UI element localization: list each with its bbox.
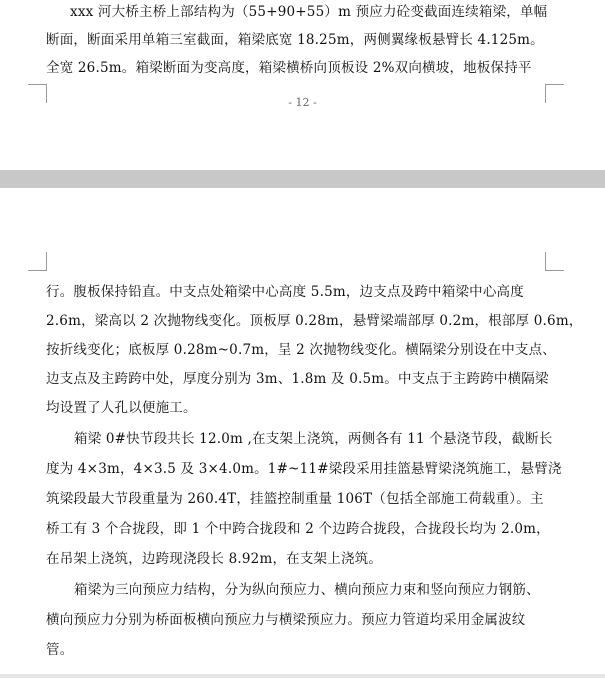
page-gap [0, 170, 605, 188]
paragraph-line: 箱梁为三向预应力结构，分为纵向预应力、横向预应力束和竖向预应力钢筋、 [74, 582, 540, 598]
paragraph-line: 桥工有 3 个合拢段，即 1 个中跨合拢段和 2 个边跨合拢段，合拢段长均为 2.0m， [46, 521, 550, 537]
crop-mark-top-right [545, 252, 564, 271]
paragraph-line: 边支点及主跨跨中处，厚度分别为 3m、1.8m 及 0.5m。中支点于主跨跨中横隔梁 [46, 371, 549, 387]
paragraph-line: xxx 河大桥主桥上部结构为（55+90+55）m 预应力砼变截面连续箱梁，单幅 [70, 4, 548, 20]
paragraph-line: 断面，断面采用单箱三室截面，箱梁底宽 18.25m，两侧翼缘板悬臂长 4.125m。 [46, 32, 544, 48]
paragraph-line: 度为 4×3m，4×3.5 及 3×4.0m。1#~11#梁段采用挂篮悬臂梁浇筑施工，悬臂浇 [46, 461, 562, 477]
paragraph-line: 均设置了人孔以便施工。 [46, 400, 197, 416]
paragraph-line: 行。腹板保持铅直。中支点处箱梁中心高度 5.5m，边支点及跨中箱梁中心高度 [46, 284, 524, 300]
paragraph-line: 箱梁 0#快节段共长 12.0m ,在支架上浇筑，两侧各有 11 个悬浇节段，截断长 [74, 431, 553, 447]
page-bottom-edge [0, 674, 605, 678]
paragraph-line: 筑梁段最大节段重量为 260.4T，挂篮控制重量 106T（包括全部施工荷载重）。主 [46, 491, 544, 507]
paragraph-line: 按折线变化；底板厚 0.28m~0.7m，呈 2 次抛物线变化。横隔梁分别设在中支点、 [46, 342, 557, 358]
document-page-12 [0, 0, 605, 170]
paragraph-line: 全宽 26.5m。箱梁断面为变高度，箱梁横桥向顶板设 2%双向横坡，地板保持平 [46, 60, 532, 76]
crop-mark-top-left [28, 252, 47, 271]
paragraph-line: 横向预应力分别为桥面板横向预应力与横梁预应力。预应力管道均采用金属波纹 [46, 612, 526, 628]
paragraph-line: 管。 [46, 642, 74, 658]
paragraph-line: 在吊架上浇筑，边跨现浇段长 8.92m，在支架上浇筑。 [46, 551, 383, 567]
paragraph-line: 2.6m，梁高以 2 次抛物线变化。顶板厚 0.28m，悬臂梁端部厚 0.2m，根部厚 0.6m， [46, 313, 583, 329]
page-number: - 12 - [288, 96, 317, 109]
